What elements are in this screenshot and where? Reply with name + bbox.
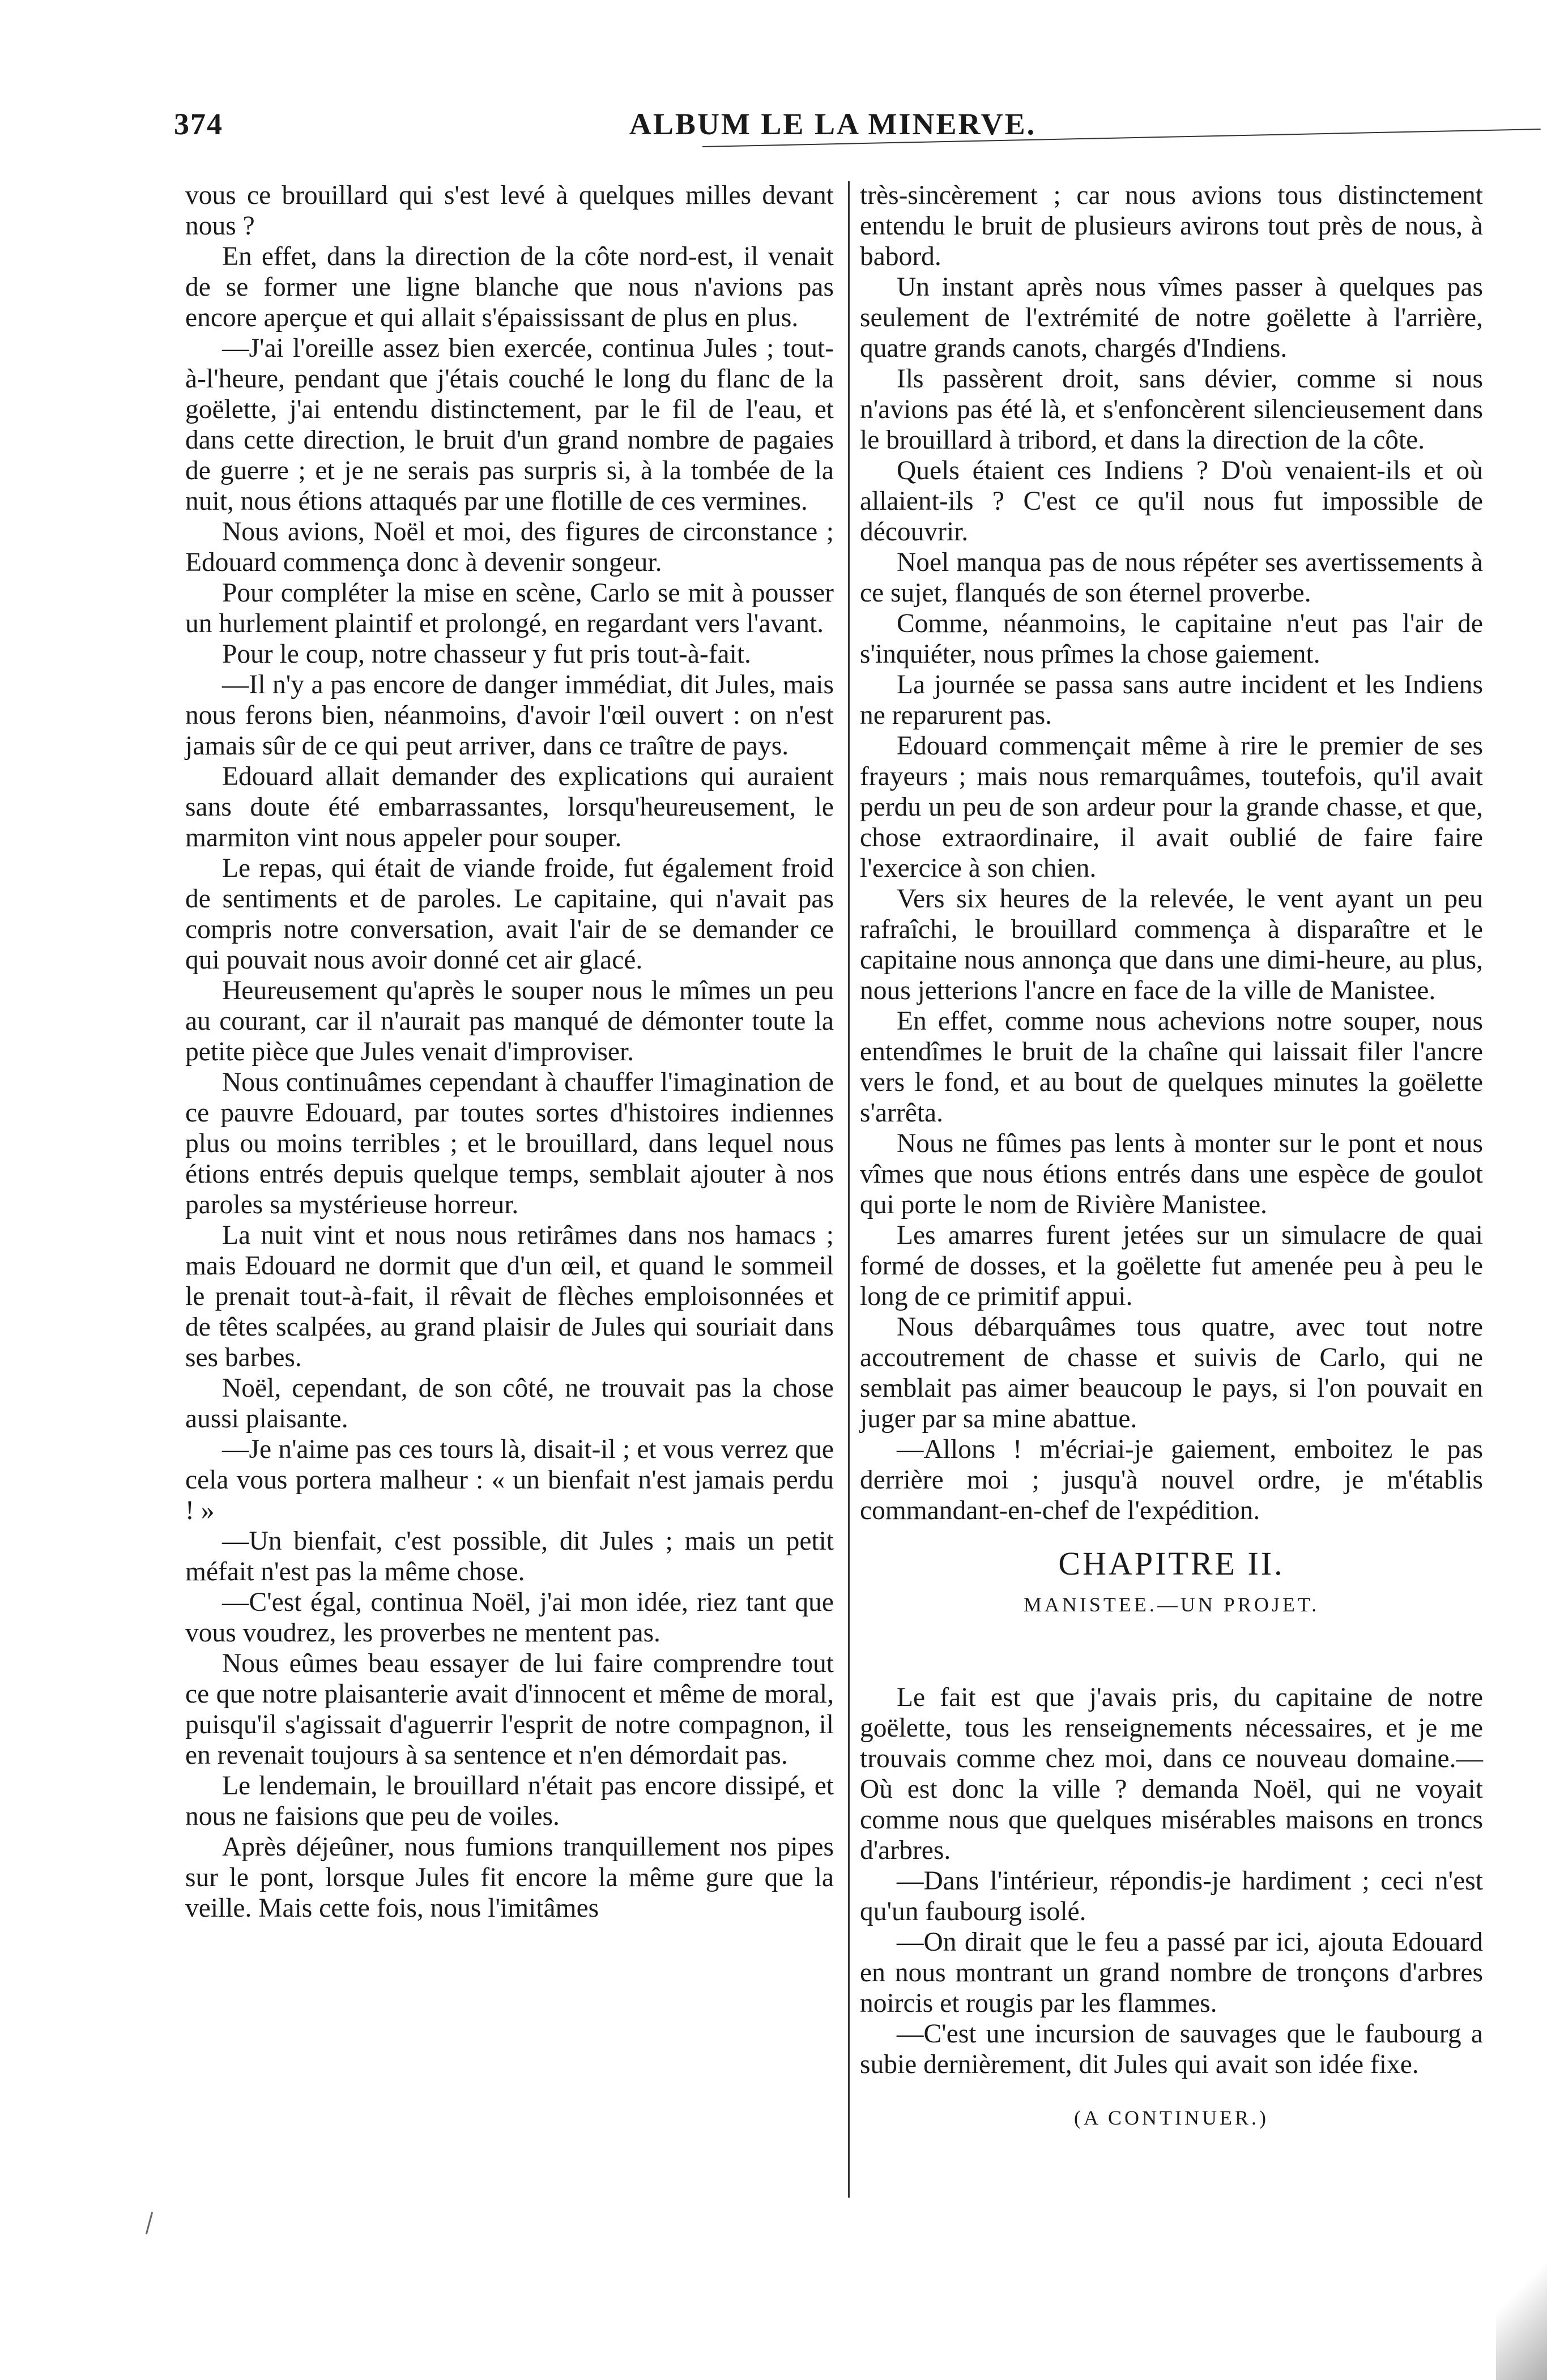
paragraph: Pour compléter la mise en scène, Carlo se mit à pousser un hurlement plaintif et prolongé, en regardant vers l'avant. [185,578,834,638]
column-divider [848,181,850,2198]
paragraph: Vers six heures de la relevée, le vent ayant un peu rafraîchi, le brouillard commença à disparaître et le capitaine nous annonça que dans une dimi-heure, au plus, nous jetterions l'ancre en face de la ville de Manistee. [860,884,1483,1005]
right-column-text [860,180,1483,1526]
left-column [185,180,834,1923]
page-number: 374 [174,107,223,141]
paragraph: Ils passèrent droit, sans dévier, comme si nous n'avions pas été là, et s'enfoncèrent silencieusement dans le brouillard à tribord, et dans la direction de la côte. [860,364,1483,455]
paragraph: —On dirait que le feu a passé par ici, ajouta Edouard en nous montrant un grand nombre de tronçons d'arbres noircis et rougis par les flammes. [860,1927,1483,2018]
paragraph: —Je n'aime pas ces tours là, disait-il ; et vous verrez que cela vous portera malheur : « un bienfait n'est jamais perdu ! » [185,1435,834,1525]
paragraph: Noël, cependant, de son côté, ne trouvait pas la chose aussi plaisante. [185,1374,834,1434]
chapter-title: CHAPITRE II. [1058,1545,1285,1582]
chapter-subtitle: MANISTEE.—UN PROJET. [1023,1593,1320,1616]
paragraph: —Il n'y a pas encore de danger immédiat, dit Jules, mais nous ferons bien, néanmoins, d'avoir l'œil ouvert : on n'est jamais sûr de ce qui peut arriver, dans ce traître de pays. [185,670,834,761]
paragraph: Pour le coup, notre chasseur y fut pris tout-à-fait. [222,639,751,669]
running-head: ALBUM LE LA MINERVE. [629,107,1037,141]
paragraph: Quels étaient ces Indiens ? D'où venaient-ils et où allaient-ils ? C'est ce qu'il nous fut impossible de découvrir. [860,456,1483,547]
page-edge-wear [1496,2233,1547,2380]
paragraph: En effet, dans la direction de la côte nord-est, il venait de se former une ligne blanche que nous n'avions pas encore aperçue et qui allait s'épaississant de plus en plus. [185,242,834,332]
paragraph: Nous débarquâmes tous quatre, avec tout notre accoutrement de chasse et suivis de Carlo, qui ne semblait pas aimer beaucoup le pays, si l'on pouvait en juger par sa mine abattue. [860,1312,1483,1434]
paragraph: Nous eûmes beau essayer de lui faire comprendre tout ce que notre plaisanterie avait d'innocent et même de moral, puisqu'il s'agissait d'aguerrir l'esprit de notre compagnon, il en revenait toujours à sa sentence et n'en démordait pas. [185,1649,834,1770]
paragraph: —Allons ! m'écriai-je gaiement, emboitez le pas derrière moi ; jusqu'à nouvel ordre, je m'établis commandant-en-chef de l'expédition. [860,1435,1483,1525]
paragraph: Nous ne fûmes pas lents à monter sur le pont et nous vîmes que nous étions entrés dans une espèce de goulot qui porte le nom de Rivière Manistee. [860,1129,1483,1219]
paragraph: Heureusement qu'après le souper nous le mîmes un peu au courant, car il n'aurait pas manqué de démonter toute la petite pièce que Jules venait d'improviser. [185,976,834,1067]
paragraph: Nous continuâmes cependant à chauffer l'imagination de ce pauvre Edouard, par toutes sortes d'histoires indiennes plus ou moins terribles ; et le brouillard, dans lequel nous étions entrés depuis quelque temps, semblait ajouter à nos paroles sa mystérieuse horreur. [185,1068,834,1219]
paragraph: —Dans l'intérieur, répondis-je hardiment ; ceci n'est qu'un faubourg isolé. [860,1866,1483,1926]
right-column [860,180,1483,2133]
paragraph: très-sincèrement ; car nous avions tous distinctement entendu le bruit de plusieurs avirons tout près de nous, à babord. [860,181,1483,271]
paragraph: Comme, néanmoins, le capitaine n'eut pas l'air de s'inquiéter, nous prîmes la chose gaiement. [860,609,1483,669]
paragraph: —J'ai l'oreille assez bien exercée, continua Jules ; tout-à-l'heure, pendant que j'étais couché le long du flanc de la goëlette, j'ai entendu distinctement, par le fil de l'eau, et dans cette direction, le bruit d'un grand nombre de pagaies de guerre ; et je ne serais pas surpris si, à la tombée de la nuit, nous étions attaqués par une flotille de ces vermines. [185,334,834,516]
paragraph: Nous avions, Noël et moi, des figures de circonstance ; Edouard commença donc à devenir songeur. [185,517,834,577]
chapter-body [860,1682,1483,2080]
paragraph: Le fait est que j'avais pris, du capitaine de notre goëlette, tous les renseignements nécessaires, et je me trouvais comme chez moi, dans ce nouveau domaine.—Où est donc la ville ? demanda Noël, qui ne voyait comme nous que quelques misérables maisons en troncs d'arbres. [860,1683,1483,1865]
paragraph: —C'est une incursion de sauvages que le faubourg a subie dernièrement, dit Jules qui avait son idée fixe. [860,2019,1483,2079]
paragraph: vous ce brouillard qui s'est levé à quelques milles devant nous ? [185,181,834,241]
paragraph: Un instant après nous vîmes passer à quelques pas seulement de l'extrémité de notre goëlette à l'arrière, quatre grands canots, chargés d'Indiens. [860,272,1483,363]
paragraph: Edouard allait demander des explications qui auraient sans doute été embarrassantes, lorsqu'heureusement, le marmiton vint nous appeler pour souper. [185,762,834,852]
paragraph: Après déjeûner, nous fumions tranquillement nos pipes sur le pont, lorsque Jules fit encore la même gure que la veille. Mais cette fois, nous l'imitâmes [185,1832,834,1923]
paragraph: —Un bienfait, c'est possible, dit Jules ; mais un petit méfait n'est pas la même chose. [185,1526,834,1586]
paragraph: Noel manqua pas de nous répéter ses avertissements à ce sujet, flanqués de son éternel proverbe. [860,548,1483,608]
paragraph: La nuit vint et nous nous retirâmes dans nos hamacs ; mais Edouard ne dormit que d'un œil, et quand le sommeil le prenait tout-à-fait, il rêvait de flèches emploisonnées et de têtes scalpées, au grand plaisir de Jules qui souriait dans ses barbes. [185,1221,834,1372]
stray-mark [146,2212,153,2234]
paragraph: En effet, comme nous achevions notre souper, nous entendîmes le bruit de la chaîne qui laissait filer l'ancre vers le fond, et au bout de quelques minutes la goëlette s'arrêta. [860,1006,1483,1128]
paragraph: —C'est égal, continua Noël, j'ai mon idée, riez tant que vous voudrez, les proverbes ne mentent pas. [185,1588,834,1648]
to-be-continued: (A CONTINUER.) [1074,2106,1269,2129]
paragraph: La journée se passa sans autre incident et les Indiens ne reparurent pas. [860,670,1483,730]
paragraph: Les amarres furent jetées sur un simulacre de quai formé de dosses, et la goëlette fut amenée peu à peu le long de ce primitif appui. [860,1221,1483,1311]
paragraph: Le repas, qui était de viande froide, fut également froid de sentiments et de paroles. Le capitaine, qui n'avait pas compris notre conversation, avait l'air de se demander ce qui pouvait nous avoir donné cet air glacé. [185,854,834,975]
paragraph: Edouard commençait même à rire le premier de ses frayeurs ; mais nous remarquâmes, toutefois, qu'il avait perdu un peu de son ardeur pour la grande chasse, et que, chose extraordinaire, il avait oublié de faire faire l'exercice à son chien. [860,731,1483,883]
paragraph: Le lendemain, le brouillard n'était pas encore dissipé, et nous ne faisions que peu de voiles. [185,1771,834,1831]
